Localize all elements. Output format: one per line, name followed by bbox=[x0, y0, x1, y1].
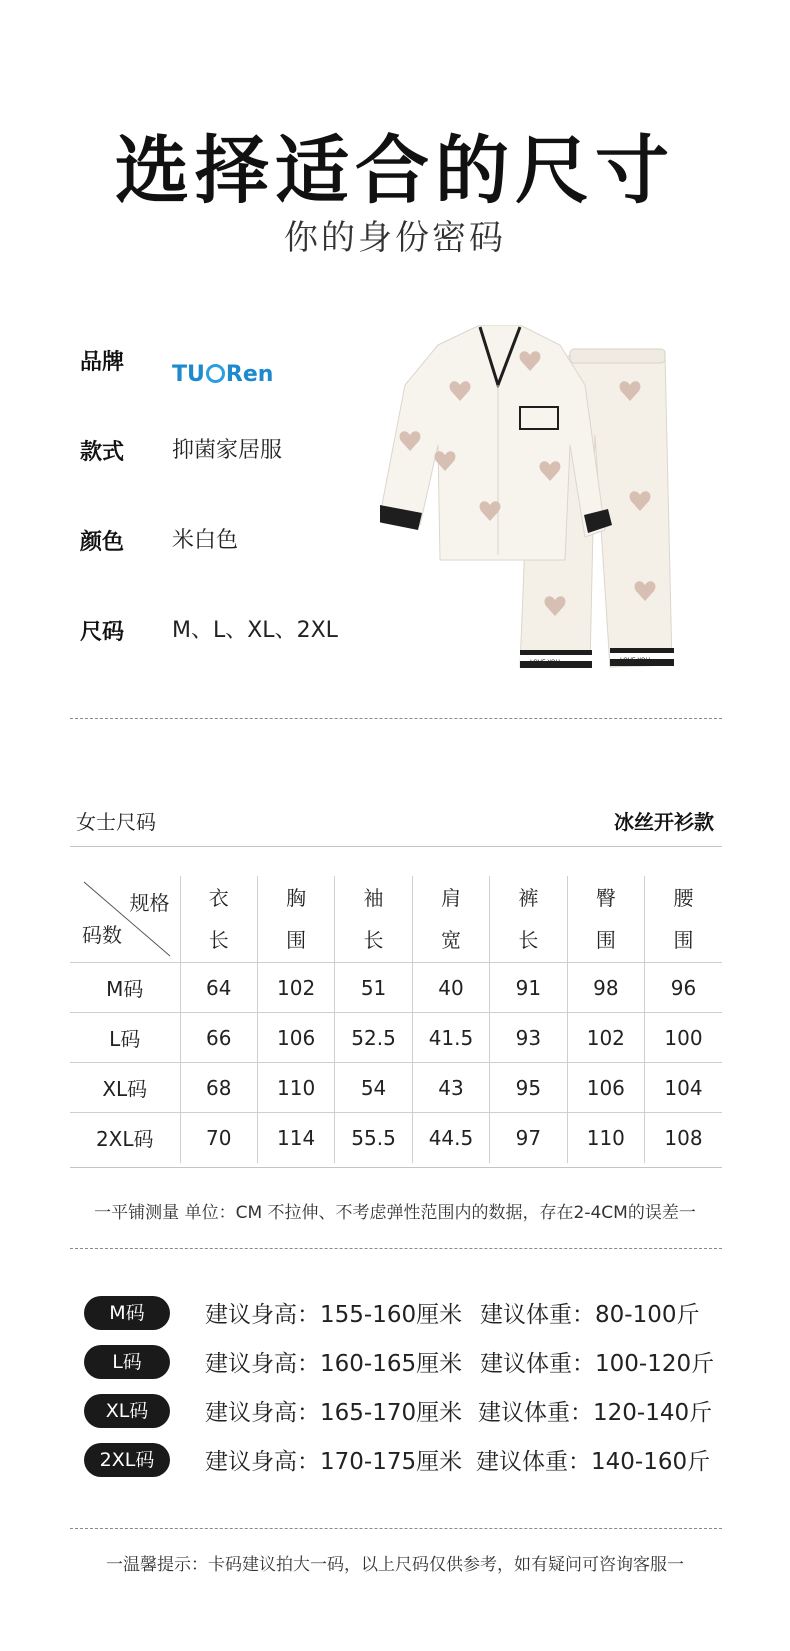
size-badge-2xl: 2XL码 bbox=[84, 1443, 170, 1477]
table-row bbox=[70, 1113, 722, 1163]
table-cell: 44.5 bbox=[412, 1113, 489, 1163]
row-size-cell: 2XL码 bbox=[95, 1127, 154, 1152]
table-cell: 91 bbox=[490, 963, 567, 1013]
table-bottom-rule bbox=[70, 1167, 722, 1168]
style-value: 抑菌家居服 bbox=[172, 438, 283, 463]
table-cell: 66 bbox=[180, 1013, 257, 1063]
row-size-cell: M码 bbox=[70, 963, 180, 1013]
table-cell: 100 bbox=[645, 1013, 722, 1063]
table-cell: 106 bbox=[257, 1013, 334, 1063]
style-label: 款式 bbox=[80, 440, 125, 465]
table-header-row bbox=[70, 876, 722, 963]
column-header: 胸 围 bbox=[257, 876, 334, 963]
footer-note: 一温馨提示：卡码建议拍大一码，以上尺码仅供参考，如有疑问可咨询客服一 bbox=[106, 1555, 684, 1575]
divider-1 bbox=[70, 718, 722, 719]
cuff-text-left: LOVE YOU bbox=[530, 659, 560, 666]
size-label: 尺码 bbox=[80, 620, 125, 645]
table-cell: 41.5 bbox=[412, 1013, 489, 1063]
table-cell: 54 bbox=[335, 1063, 412, 1113]
page-subtitle: 你的身份密码 bbox=[284, 218, 506, 258]
table-cell: 51 bbox=[335, 963, 412, 1013]
table-cell: 64 bbox=[180, 963, 257, 1013]
row-size-cell: L码 bbox=[70, 1013, 180, 1063]
table-cell: 40 bbox=[412, 963, 489, 1013]
table-cell: 96 bbox=[645, 963, 722, 1013]
table-row bbox=[70, 1013, 722, 1063]
measurement-note: 一平铺测量 单位：CM 不拉伸、不考虑弹性范围内的数据，存在2-4CM的误差一 bbox=[94, 1203, 696, 1223]
corner-bottom-label: 码数 bbox=[82, 923, 122, 947]
table-cell: 98 bbox=[567, 963, 644, 1013]
table-cell: 52.5 bbox=[335, 1013, 412, 1063]
product-image bbox=[380, 325, 710, 715]
brand-label: 品牌 bbox=[80, 350, 125, 375]
table-cell: 108 bbox=[645, 1113, 722, 1163]
table-cell: 55.5 bbox=[335, 1113, 412, 1163]
size-badge-xl: XL码 bbox=[84, 1394, 170, 1428]
rec-weight: 建议体重：120-140斤 bbox=[478, 1400, 713, 1426]
table-cell: 102 bbox=[257, 963, 334, 1013]
rec-weight: 建议体重：100-120斤 bbox=[480, 1351, 715, 1377]
color-value: 米白色 bbox=[172, 528, 239, 553]
cuff-text-right: LOVE YOU bbox=[620, 657, 650, 664]
table-cell: 43 bbox=[412, 1063, 489, 1113]
row-size-cell: XL码 bbox=[70, 1063, 180, 1113]
size-badge-l: L码 bbox=[84, 1345, 170, 1379]
column-header: 袖 长 bbox=[335, 876, 412, 963]
table-cell: 104 bbox=[645, 1063, 722, 1113]
table-cell: 95 bbox=[490, 1063, 567, 1113]
table-left-title: 女士尺码 bbox=[76, 810, 156, 834]
column-header: 臀 围 bbox=[567, 876, 644, 963]
size-table bbox=[70, 876, 722, 1163]
table-cell: 93 bbox=[490, 1013, 567, 1063]
table-cell: 114 bbox=[257, 1113, 334, 1163]
table-cell: 106 bbox=[567, 1063, 644, 1113]
brand-logo: TU Ren bbox=[172, 362, 274, 387]
color-label: 颜色 bbox=[80, 530, 125, 555]
page-title: 选择适合的尺寸 bbox=[115, 128, 675, 214]
table-cell: 110 bbox=[257, 1063, 334, 1113]
table-corner-cell bbox=[70, 876, 180, 963]
rec-height: 建议身高：155-160厘米 bbox=[205, 1302, 463, 1328]
table-cell: 68 bbox=[180, 1063, 257, 1113]
rec-height: 建议身高：165-170厘米 bbox=[205, 1400, 463, 1426]
corner-top-label: 规格 bbox=[129, 891, 170, 915]
column-header: 裤 长 bbox=[490, 876, 567, 963]
brand-logo-o-mark bbox=[206, 364, 225, 383]
table-cell: 97 bbox=[490, 1113, 567, 1163]
rec-height: 建议身高：160-165厘米 bbox=[205, 1351, 463, 1377]
table-cell: 102 bbox=[567, 1013, 644, 1063]
pajama-illustration bbox=[380, 325, 710, 715]
table-cell: 110 bbox=[567, 1113, 644, 1163]
column-header: 腰 围 bbox=[645, 876, 722, 963]
column-header: 衣 长 bbox=[180, 876, 257, 963]
divider-2 bbox=[70, 1248, 722, 1249]
size-badge-m: M码 bbox=[84, 1296, 170, 1330]
column-header: 肩 宽 bbox=[412, 876, 489, 963]
size-value: M、L、XL、2XL bbox=[172, 618, 338, 643]
rec-height: 建议身高：170-175厘米 bbox=[205, 1449, 463, 1475]
table-right-title: 冰丝开衫款 bbox=[614, 810, 714, 834]
divider-3 bbox=[70, 1528, 722, 1529]
table-row bbox=[70, 1063, 722, 1113]
table-cell: 70 bbox=[180, 1113, 257, 1163]
rec-weight: 建议体重：140-160斤 bbox=[476, 1449, 711, 1475]
table-top-rule bbox=[70, 846, 722, 847]
rec-weight: 建议体重：80-100斤 bbox=[480, 1302, 700, 1328]
table-row bbox=[70, 963, 722, 1013]
